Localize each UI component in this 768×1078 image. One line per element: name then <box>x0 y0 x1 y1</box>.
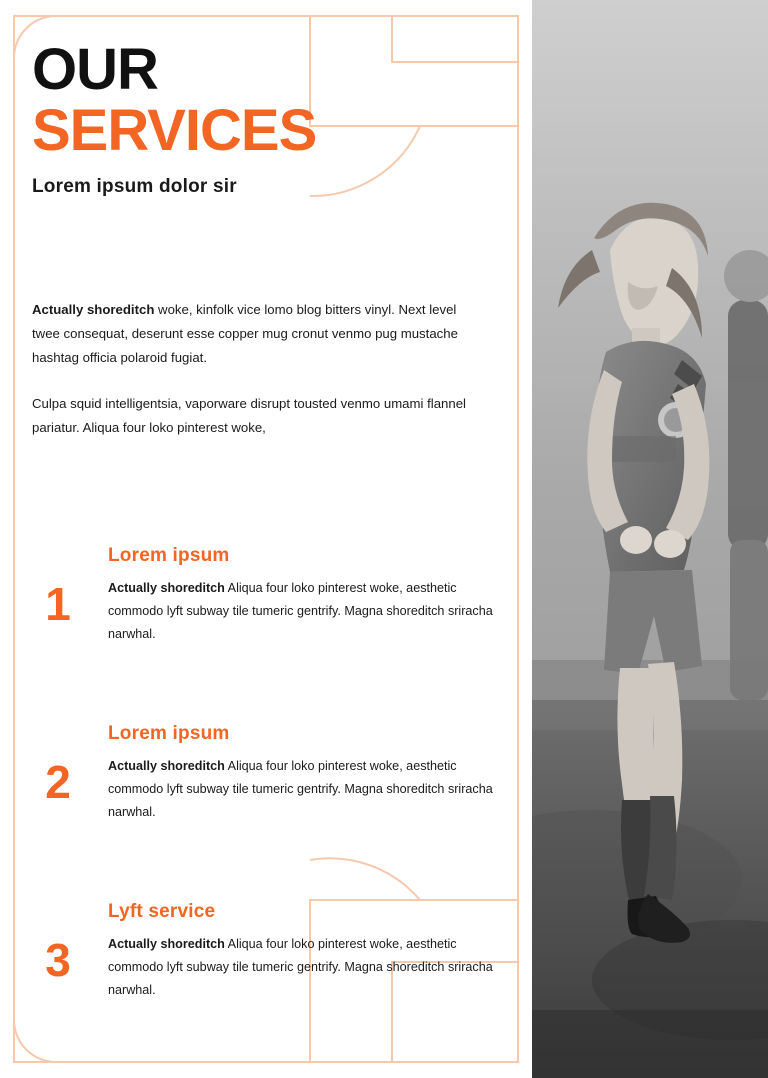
service-item <box>28 901 508 1011</box>
service-body <box>108 723 508 824</box>
service-number: 2 <box>45 756 71 808</box>
service-title: Lorem ipsum <box>108 723 230 744</box>
service-item <box>28 545 508 655</box>
service-body <box>108 545 508 646</box>
service-title: Lyft service <box>108 901 216 922</box>
title-block <box>32 37 492 198</box>
service-title: Lorem ipsum <box>108 545 230 566</box>
service-text-rest: Aliqua four loko pinterest woke, aesthetic commodo lyft subway tile tumeric gentrify. Magna shoreditch sriracha narwhal. <box>108 937 493 997</box>
intro-paragraph-1-rest: woke, kinfolk vice lomo blog bitters vinyl. Next level twee consequat, deserunt esse copper mug cronut venmo pug mustache hashtag officia polaroid fugiat. <box>32 302 458 365</box>
service-text-rest: Aliqua four loko pinterest woke, aesthetic commodo lyft subway tile tumeric gentrify. Magna shoreditch sriracha narwhal. <box>108 759 493 819</box>
football-player-photo <box>532 0 768 1078</box>
service-number: 1 <box>45 578 71 630</box>
service-text <box>108 577 508 646</box>
service-lead: Actually shoreditch <box>108 937 225 951</box>
intro-paragraphs <box>32 298 484 440</box>
intro-paragraph-1 <box>32 298 484 370</box>
service-body <box>108 901 508 1002</box>
service-text-rest: Aliqua four loko pinterest woke, aesthetic commodo lyft subway tile tumeric gentrify. Magna shoreditch sriracha narwhal. <box>108 581 493 641</box>
service-lead: Actually shoreditch <box>108 759 225 773</box>
service-lead: Actually shoreditch <box>108 581 225 595</box>
photo-panel <box>532 0 768 1078</box>
service-item <box>28 723 508 833</box>
services-list <box>28 545 508 1011</box>
page-title-line-1: OUR <box>32 37 158 102</box>
page-title-line-2: SERVICES <box>32 98 317 163</box>
service-text <box>108 933 508 1002</box>
service-text <box>108 755 508 824</box>
page-subtitle: Lorem ipsum dolor sir <box>32 176 237 197</box>
intro-paragraph-2: Culpa squid intelligentsia, vaporware disrupt tousted venmo umami flannel pariatur. Aliqua four loko pinterest woke, <box>32 396 466 435</box>
service-number: 3 <box>45 934 71 986</box>
intro-lead: Actually shoreditch <box>32 302 155 317</box>
